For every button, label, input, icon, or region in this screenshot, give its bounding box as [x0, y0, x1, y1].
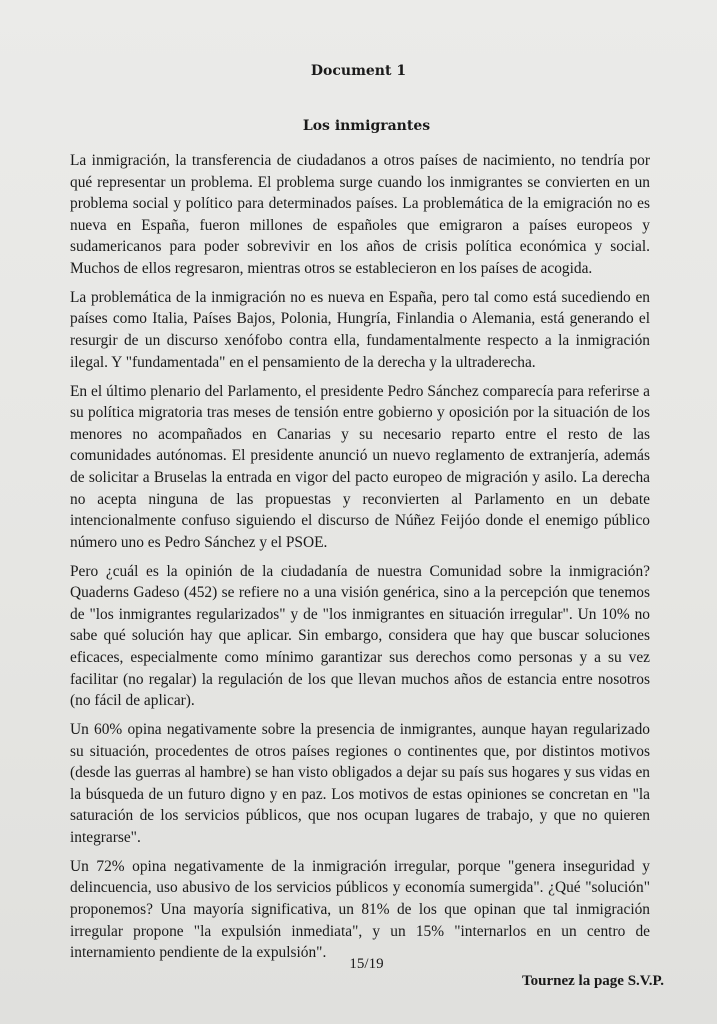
paragraph: La inmigración, la transferencia de ciudadanos a otros países de nacimiento, no tendría por qué representar un problema. El problema surge cuando los inmigrantes se convierten en un problema social y político para determinados países. La problemática de la emigración no es nueva en España, fueron millones de españoles que emigraron a países europeos y sudamericanos para poder sobrevivir en los años de crisis política económica y social. Muchos de ellos regresaron, mientras otros se establecieron en los países de acogida.: [70, 152, 650, 277]
page-number: 15/19: [349, 956, 384, 972]
article-body: [70, 150, 650, 971]
paragraph: En el último plenario del Parlamento, el presidente Pedro Sánchez comparecía para referirse a su política migratoria tras meses de tensión entre gobierno y oposición por la situación de los menores no acompañados en Canarias y su necesario reparto entre el resto de las comunidades autónomas. El presidente anunció un nuevo reglamento de extranjería, además de solicitar a Bruselas la entrada en vigor del pacto europeo de migración y asilo. La derecha no acepta ninguna de las propuestas y reconvierten al Parlamento en un debate intencionalmente confuso siguiendo el discurso de Núñez Feijóo donde el enemigo público número uno es Pedro Sánchez y el PSOE.: [70, 382, 650, 551]
paragraph: Un 60% opina negativamente sobre la presencia de inmigrantes, aunque hayan regularizado su situación, procedentes de otros países regiones o continentes que, por distintos motivos (desde las guerras al hambre) se han visto obligados a dejar su país sus hogares y sus vidas en la búsqueda de un futuro digno y en paz. Los motivos de estas opiniones se concretan en "la saturación de los servicios públicos, que nos ocupan lugares de trabajo, y que no quieren integrarse".: [70, 721, 650, 846]
article-title: Los inmigrantes: [302, 118, 431, 134]
turn-page-note: Tournez la page S.V.P.: [522, 973, 664, 989]
paragraph: Un 72% opina negativamente de la inmigración irregular, porque "genera inseguridad y delincuencia, uso abusivo de los servicios públicos y economía sumergida". ¿Qué "solución" proponemos? Una mayoría significativa, un 81% de los que opinan que tal inmigración irregular propone "la expulsión inmediata", y un 15% "internarlos en un centro de internamiento pendiente de la expulsión".: [70, 857, 650, 962]
document-label: Document 1: [310, 63, 407, 79]
paragraph: Pero ¿cuál es la opinión de la ciudadanía de nuestra Comunidad sobre la inmigración? Quaderns Gadeso (452) se refiere no a una visión genérica, sino a la percepción que tenemos de "los inmigrantes regularizados" y de "los inmigrantes en situación irregular". Un 10% no sabe qué solución hay que aplicar. Sin embargo, considera que hay que buscar soluciones eficaces, especialmente como mínimo garantizar sus derechos como personas y a su vez facilitar (no regalar) la regulación de los que llevan muchos años de estancia entre nosotros (no fácil de aplicar).: [70, 562, 650, 710]
paragraph: La problemática de la inmigración no es nueva en España, pero tal como está sucediendo en países como Italia, Países Bajos, Polonia, Hungría, Finlandia o Alemania, está generando el resurgir de un discurso xenófobo contra ella, fundamentalmente respecto a la inmigración ilegal. Y "fundamentada" en el pensamiento de la derecha y la ultraderecha.: [70, 288, 650, 371]
